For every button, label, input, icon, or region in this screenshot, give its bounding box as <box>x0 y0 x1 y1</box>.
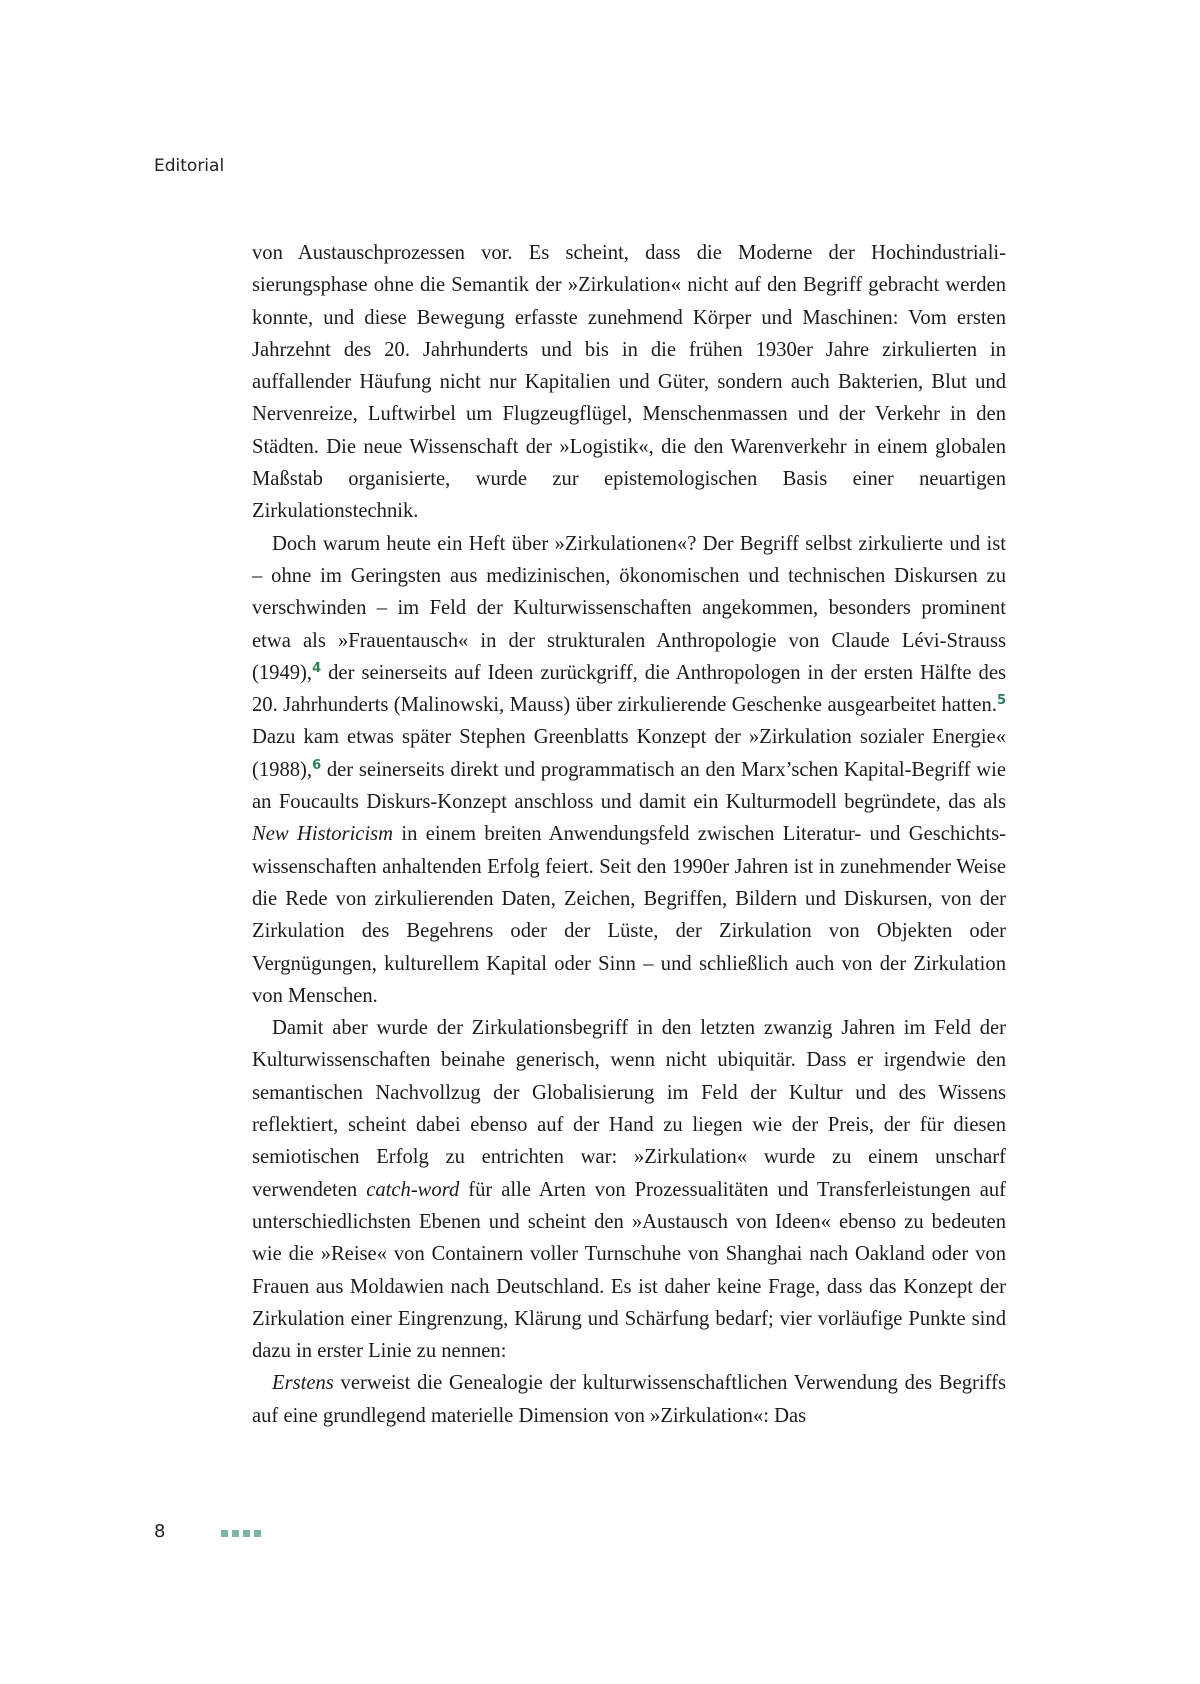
text-run: Damit aber wurde der Zirkulationsbegriff in den letzten zwanzig Jahren im Feld der Kulturwissenschaften beinahe generisch, wenn nicht ubiquitär. Dass er irgendwie den semantischen Nachvollzug der Globalisierung im Feld der Kultur und des Wissens reflektiert, scheint dabei ebenso auf der Hand zu liegen wie der Preis, der für diesen semiotischen Erfolg zu entrichten war: »Zirkulation« wurde zu einem unscharf verwendeten <box>252 1017 1006 1201</box>
ornament-square <box>243 1530 250 1537</box>
paragraph <box>252 237 1006 528</box>
text-run: Dazu kam etwas später Stephen Greenblatts Konzept der »Zirkulation sozialer Energie« (1988), <box>252 726 1006 781</box>
paragraph <box>252 1367 1006 1432</box>
text-run: in einem breiten Anwendungsfeld zwischen Literatur- und Geschichtswissenschaften anhaltenden Erfolg feiert. Seit den 1990er Jahren ist in zunehmender Weise die Rede von zirkulierenden Daten, Zeichen, Begriffen, Bildern und Diskursen, von der Zirkulation des Begehrens oder der Lüste, der Zirkulation von Objekten oder Vergnügungen, kulturellem Kapital oder Sinn – und schließlich auch von der Zirkulation von Menschen. <box>252 823 1006 1007</box>
ornament-square <box>254 1530 261 1537</box>
text-run: Doch warum heute ein Heft über »Zirkulationen«? Der Begriff selbst zirkulierte und ist – ohne im Geringsten aus medizinischen, ökonomischen und technischen Diskursen zu verschwinden – im Feld der Kulturwissenschaften angekommen, besonders prominent etwa als »Frauentausch« in der strukturalen Anthropologie von Claude Lévi-Strauss (1949), <box>252 532 1006 684</box>
text-run: verweist die Genealogie der kulturwissenschaftlichen Verwendung des Begriffs auf eine grundlegend materielle Dimension von »Zirkulation«: Das <box>252 1372 1006 1427</box>
ornament-square <box>221 1530 228 1537</box>
running-head: Editorial <box>154 156 225 176</box>
ornament-square <box>232 1530 239 1537</box>
text-run: der seinerseits auf Ideen zurückgriff, die Anthropologen in der ersten Hälfte des 20. Jahrhunderts (Malinowski, Mauss) über zirkulierende Geschenke ausgearbeitet hatten. <box>252 661 1006 717</box>
footnote-marker: 4 <box>312 660 322 676</box>
body-text <box>252 237 1006 1432</box>
italic-text: Erstens <box>272 1372 334 1395</box>
italic-text: New Historicism <box>252 823 394 846</box>
page-ornament <box>221 1530 261 1537</box>
text-run: für alle Arten von Prozessualitäten und Transferleistungen auf unterschiedlichsten Ebenen und scheint den »Austausch von Ideen« ebenso zu bedeuten wie die »Reise« von Containern voller Turnschuhe von Shanghai nach Oakland oder von Frauen aus Moldawien nach Deutschland. Es ist daher keine Frage, dass das Konzept der Zirkulation einer Eingrenzung, Klärung und Schärfung bedarf; vier vorläufige Punkte sind dazu in erster Linie zu nennen: <box>252 1178 1006 1363</box>
paragraph <box>252 528 1006 1012</box>
italic-text: catch-word <box>366 1178 460 1201</box>
text-run: der seinerseits direkt und programmatisch an den Marx’schen Kapital-Begriff wie an Foucaults Diskurs-Konzept anschloss und damit ein Kulturmodell begründete, das als <box>252 758 1006 814</box>
text-run: von Austauschprozessen vor. Es scheint, dass die Moderne der Hochindustrialisierungsphase ohne die Semantik der »Zirkulation« nicht auf den Begriff gebracht werden konnte, und diese Bewegung erfasste zunehmend Körper und Maschinen: Vom ersten Jahrzehnt des 20. Jahrhunderts und bis in die frühen 1930er Jahre zirkulierten in auffallender Häufung nicht nur Kapitalien und Güter, sondern auch Bakterien, Blut und Nervenreize, Luftwirbel um Flugzeugflügel, Menschenmassen und der Verkehr in den Städten. Die neue Wissenschaft der »Logistik«, die den Warenverkehr in einem globalen Maßstab organisierte, wurde zur epistemologischen Basis einer neuartigen Zirkulationstechnik. <box>252 242 1006 523</box>
footnote-marker: 5 <box>996 693 1006 709</box>
page-number: 8 <box>154 1521 166 1542</box>
footnote-marker: 6 <box>312 757 322 773</box>
paragraph <box>252 1012 1006 1367</box>
